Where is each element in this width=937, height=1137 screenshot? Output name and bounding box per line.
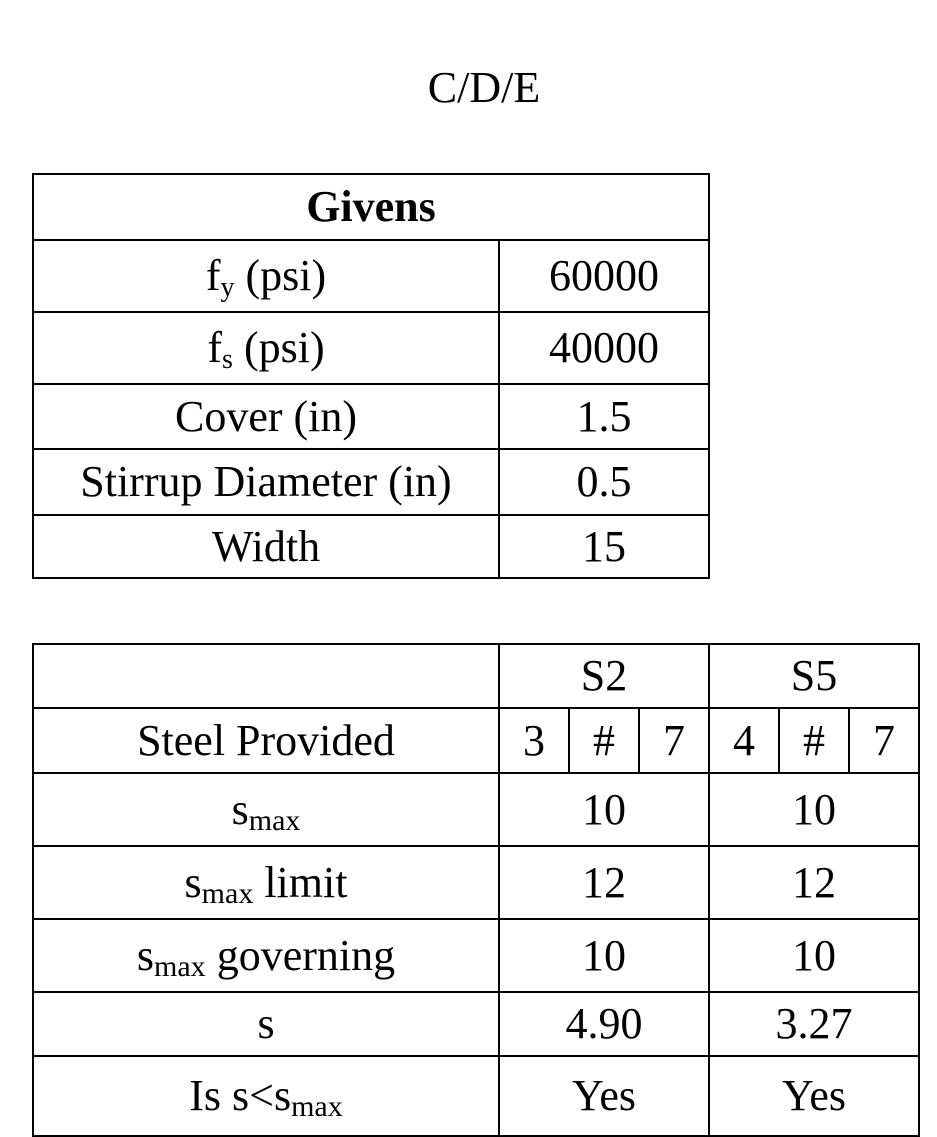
smax-s2: 10: [499, 773, 709, 846]
steel-table: [32, 643, 920, 1137]
s5-bar-count: 4: [709, 708, 779, 773]
givens-header: Givens: [33, 174, 709, 240]
column-s5: S5: [709, 644, 919, 708]
check-label: Is $s<s_{max}$: [33, 1056, 499, 1136]
smax-label: $s_{max}$: [33, 773, 499, 846]
smax-s5: 10: [709, 773, 919, 846]
stirrup-label: Stirrup Diameter (in): [33, 449, 499, 515]
page-title: C/D/E: [427, 63, 541, 112]
smax-limit-label: $s_{max}$ limit: [33, 846, 499, 919]
s-s2: 4.90: [499, 992, 709, 1056]
steel-provided-label: Steel Provided: [33, 708, 499, 773]
stirrup-value: 0.5: [499, 449, 709, 515]
s2-bar-count: 3: [499, 708, 569, 773]
check-s2: Yes: [499, 1056, 709, 1136]
smax-governing-s2: 10: [499, 919, 709, 992]
s5-bar-hash: #: [779, 708, 849, 773]
s2-bar-hash: #: [569, 708, 639, 773]
width-value: 15: [499, 515, 709, 578]
s-s5: 3.27: [709, 992, 919, 1056]
s2-bar-size: 7: [639, 708, 709, 773]
fy-value: 60000: [499, 240, 709, 312]
fs-label: $f_s$ (psi): [33, 312, 499, 384]
width-label: Width: [33, 515, 499, 578]
column-s2: S2: [499, 644, 709, 708]
cover-label: Cover (in): [33, 384, 499, 449]
corner-cell: [33, 644, 499, 708]
smax-governing-s5: 10: [709, 919, 919, 992]
smax-limit-s2: 12: [499, 846, 709, 919]
s5-bar-size: 7: [849, 708, 919, 773]
cover-value: 1.5: [499, 384, 709, 449]
s-label: s: [33, 992, 499, 1056]
check-s5: Yes: [709, 1056, 919, 1136]
fs-value: 40000: [499, 312, 709, 384]
fy-label: $f_y$ (psi): [33, 240, 499, 312]
smax-governing-label: $s_{max}$ governing: [33, 919, 499, 992]
smax-limit-s5: 12: [709, 846, 919, 919]
givens-table: [32, 173, 710, 579]
